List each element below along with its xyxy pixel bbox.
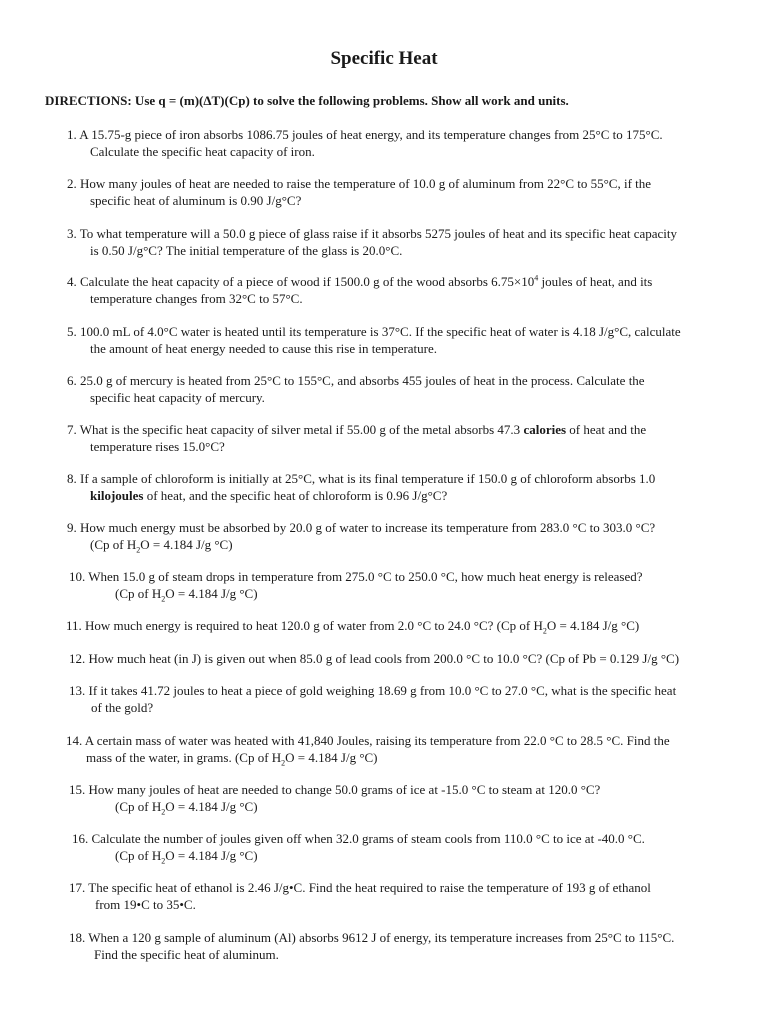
formula-text-end: O = 4.184 J/g °C) bbox=[165, 585, 258, 601]
question-line: 3. To what temperature will a 50.0 g piece of glass raise if it absorbs 5275 joules of heat and its specific heat capacity bbox=[67, 226, 678, 241]
question-line-end: joules of heat, and its bbox=[538, 274, 653, 289]
question-continuation: Find the specific heat of aluminum. bbox=[94, 946, 279, 962]
question-line: 1. A 15.75-g piece of iron absorbs 1086.75 joules of heat energy, and its temperature changes from 25°C to 175°C. bbox=[67, 127, 663, 142]
formula-text: (Cp of H bbox=[115, 798, 162, 814]
subscript: 2 bbox=[281, 758, 286, 768]
question-continuation bbox=[69, 586, 642, 603]
question-continuation: temperature changes from 32°C to 57°C. bbox=[90, 290, 303, 306]
question-line: 7. What is the specific heat capacity of silver metal if 55.00 g of the metal absorbs 47.3 bbox=[67, 422, 524, 437]
question-17 bbox=[69, 880, 651, 913]
subscript: 2 bbox=[161, 856, 166, 866]
question-4 bbox=[67, 274, 652, 307]
question-13 bbox=[69, 683, 676, 716]
question-continuation bbox=[67, 488, 655, 505]
question-14 bbox=[66, 733, 670, 766]
question-line: 10. When 15.0 g of steam drops in temperature from 275.0 °C to 250.0 °C, how much heat energy is released? bbox=[69, 569, 643, 584]
question-continuation: temperature rises 15.0°C? bbox=[90, 438, 225, 454]
question-continuation-text: of heat, and the specific heat of chloroform is 0.96 J/g°C? bbox=[143, 487, 448, 503]
bold-term: calories bbox=[523, 422, 567, 437]
question-5 bbox=[67, 324, 681, 357]
formula-text-end: O = 4.184 J/g °C) bbox=[285, 749, 378, 765]
question-11 bbox=[66, 618, 639, 635]
formula-text-end: O = 4.184 J/g °C) bbox=[165, 847, 258, 863]
question-continuation bbox=[66, 750, 670, 767]
question-continuation: Calculate the specific heat capacity of iron. bbox=[90, 143, 315, 159]
question-7 bbox=[67, 422, 646, 455]
question-continuation bbox=[72, 848, 645, 865]
exponent: 4 bbox=[534, 273, 539, 283]
question-continuation: specific heat capacity of mercury. bbox=[90, 389, 265, 405]
question-3 bbox=[67, 226, 677, 259]
bold-term: kilojoules bbox=[90, 487, 144, 503]
question-line: 2. How many joules of heat are needed to raise the temperature of 10.0 g of aluminum from 22°C to 55°C, if the bbox=[67, 176, 652, 191]
question-16 bbox=[72, 831, 645, 864]
subscript: 2 bbox=[161, 807, 166, 817]
question-line: 8. If a sample of chloroform is initially at 25°C, what is its final temperature if 150.0 g of chloroform absorbs 1.0 bbox=[67, 471, 656, 486]
question-line-end: of heat and the bbox=[566, 422, 647, 437]
question-15 bbox=[69, 782, 600, 815]
question-line: 11. How much energy is required to heat 120.0 g of water from 2.0 °C to 24.0 °C? (Cp of H bbox=[66, 618, 543, 633]
question-continuation: specific heat of aluminum is 0.90 J/g°C? bbox=[90, 192, 302, 208]
formula-text: (Cp of H bbox=[90, 536, 137, 552]
question-line-end: O = 4.184 J/g °C) bbox=[546, 618, 640, 633]
question-line: 12. How much heat (in J) is given out when 85.0 g of lead cools from 200.0 °C to 10.0 °C? (Cp of Pb = 0.129 J/g °C) bbox=[69, 651, 680, 666]
question-line: 9. How much energy must be absorbed by 20.0 g of water to increase its temperature from 283.0 °C to 303.0 °C? bbox=[67, 520, 656, 535]
directions: DIRECTIONS: Use q = (m)(ΔT)(Cp) to solve the following problems. Show all work and units. bbox=[45, 93, 569, 108]
question-12 bbox=[69, 651, 679, 668]
page-title: Specific Heat bbox=[330, 48, 438, 69]
formula-text-end: O = 4.184 J/g °C) bbox=[165, 798, 258, 814]
formula-text: (Cp of H bbox=[115, 847, 162, 863]
question-1 bbox=[67, 127, 663, 160]
question-line: 5. 100.0 mL of 4.0°C water is heated until its temperature is 37°C. If the specific heat of water is 4.18 J/g°C, calculate bbox=[67, 324, 681, 339]
question-continuation: the amount of heat energy needed to cause this rise in temperature. bbox=[90, 340, 438, 356]
formula-text-end: O = 4.184 J/g °C) bbox=[140, 536, 233, 552]
subscript: 2 bbox=[161, 594, 166, 604]
question-continuation: of the gold? bbox=[91, 699, 154, 715]
subscript: 2 bbox=[542, 626, 547, 636]
question-line: 4. Calculate the heat capacity of a piece of wood if 1500.0 g of the wood absorbs 6.75×10 bbox=[67, 274, 535, 289]
question-line: 16. Calculate the number of joules given off when 32.0 grams of steam cools from 110.0 °C to ice at -40.0 °C. bbox=[72, 831, 645, 846]
question-line: 6. 25.0 g of mercury is heated from 25°C to 155°C, and absorbs 455 joules of heat in the process. Calculate the bbox=[67, 373, 645, 388]
question-line: 17. The specific heat of ethanol is 2.46 J/g•C. Find the heat required to raise the temperature of 193 g of ethanol bbox=[69, 880, 651, 895]
question-continuation bbox=[67, 537, 655, 554]
question-2 bbox=[67, 176, 651, 209]
question-line: 15. How many joules of heat are needed to change 50.0 grams of ice at -15.0 °C to steam at 120.0 °C? bbox=[69, 782, 601, 797]
question-continuation: from 19•C to 35•C. bbox=[95, 896, 196, 912]
question-9 bbox=[67, 520, 655, 553]
formula-text: mass of the water, in grams. (Cp of H bbox=[86, 749, 282, 765]
question-line: 18. When a 120 g sample of aluminum (Al) absorbs 9612 J of energy, its temperature increases from 25°C to 115°C. bbox=[69, 930, 675, 945]
formula-text: (Cp of H bbox=[115, 585, 162, 601]
subscript: 2 bbox=[136, 545, 141, 555]
question-8 bbox=[67, 471, 655, 504]
question-line: 14. A certain mass of water was heated with 41,840 Joules, raising its temperature from 22.0 °C to 28.5 °C. Find the bbox=[66, 733, 670, 748]
question-continuation: is 0.50 J/g°C? The initial temperature of the glass is 20.0°C. bbox=[90, 242, 403, 258]
question-18 bbox=[69, 930, 674, 963]
question-6 bbox=[67, 373, 645, 406]
question-line: 13. If it takes 41.72 joules to heat a piece of gold weighing 18.69 g from 10.0 °C to 27.0 °C, what is the specific heat bbox=[69, 683, 677, 698]
question-continuation bbox=[69, 799, 600, 816]
question-10 bbox=[69, 569, 642, 602]
